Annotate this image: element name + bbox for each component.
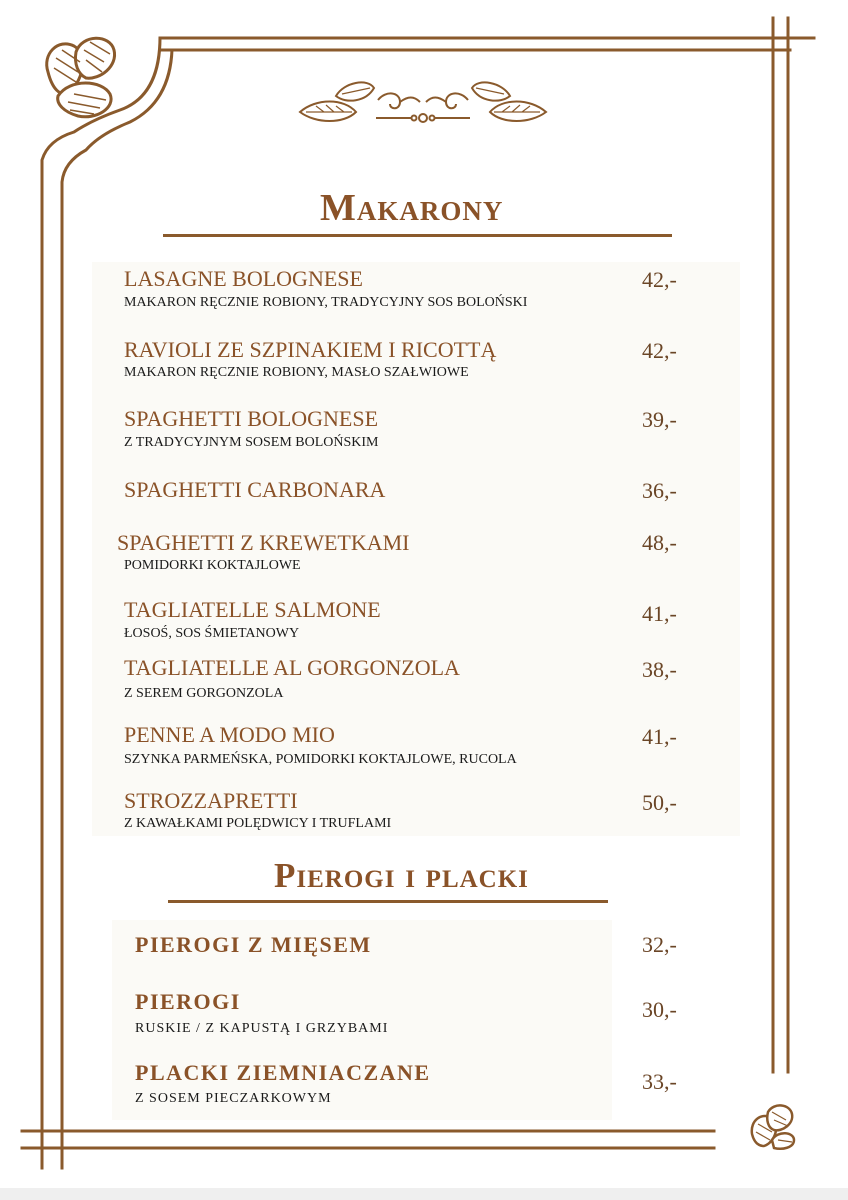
item-name: LASAGNE BOLOGNESE	[124, 266, 363, 291]
section-title-pierogi: Pierogi i placki	[274, 856, 529, 895]
item-price: 38,-	[642, 657, 677, 682]
item-description: SZYNKA PARMEŃSKA, POMIDORKI KOKTAJLOWE, RUCOLA	[124, 752, 517, 767]
item-price: 33,-	[642, 1069, 677, 1094]
item-name: SPAGHETTI Z KREWETKAMI	[117, 530, 410, 555]
section-title-makarony: Makarony	[320, 187, 504, 229]
item-description: MAKARON RĘCZNIE ROBIONY, TRADYCYJNY SOS BOLOŃSKI	[124, 295, 528, 310]
item-price: 42,-	[642, 267, 677, 292]
item-description: RUSKIE / Z KAPUSTĄ I GRZYBAMI	[135, 1021, 389, 1036]
item-price: 42,-	[642, 338, 677, 363]
item-price: 32,-	[642, 932, 677, 957]
item-description: Z SEREM GORGONZOLA	[124, 686, 284, 701]
leaf-cluster-icon	[40, 32, 130, 122]
item-price: 48,-	[642, 530, 677, 555]
section-divider	[163, 234, 672, 237]
item-name: SPAGHETTI BOLOGNESE	[124, 406, 379, 431]
item-price: 30,-	[642, 997, 677, 1022]
item-price: 41,-	[642, 724, 677, 749]
item-price: 39,-	[642, 407, 677, 432]
item-name: SPAGHETTI CARBONARA	[124, 477, 386, 502]
item-description: ŁOSOŚ, SOS ŚMIETANOWY	[124, 626, 300, 641]
item-description: Z TRADYCYJNYM SOSEM BOLOŃSKIM	[124, 435, 379, 450]
item-name: TAGLIATELLE SALMONE	[124, 597, 381, 622]
item-price: 50,-	[642, 790, 677, 815]
item-price: 41,-	[642, 601, 677, 626]
item-description: MAKARON RĘCZNIE ROBIONY, MASŁO SZAŁWIOWE	[124, 365, 469, 380]
item-description: Z SOSEM PIECZARKOWYM	[135, 1091, 332, 1106]
item-name: PLACKI ZIEMNIACZANE	[135, 1060, 431, 1085]
item-description: POMIDORKI KOKTAJLOWE	[124, 558, 301, 573]
item-name: PENNE A MODO MIO	[124, 722, 335, 747]
item-name: PIEROGI	[135, 989, 241, 1014]
item-price: 36,-	[642, 478, 677, 503]
item-name: TAGLIATELLE AL GORGONZOLA	[124, 655, 460, 680]
item-name: RAVIOLI ZE SZPINAKIEM I RICOTTĄ	[124, 337, 497, 362]
section-divider	[168, 900, 608, 903]
item-description: Z KAWAŁKAMI POLĘDWICY I TRUFLAMI	[124, 816, 392, 831]
flourish-ornament-icon	[296, 78, 550, 132]
item-name: STROZZAPRETTI	[124, 788, 298, 813]
leaf-cluster-icon	[748, 1102, 798, 1152]
item-name: PIEROGI Z MIĘSEM	[135, 932, 372, 957]
